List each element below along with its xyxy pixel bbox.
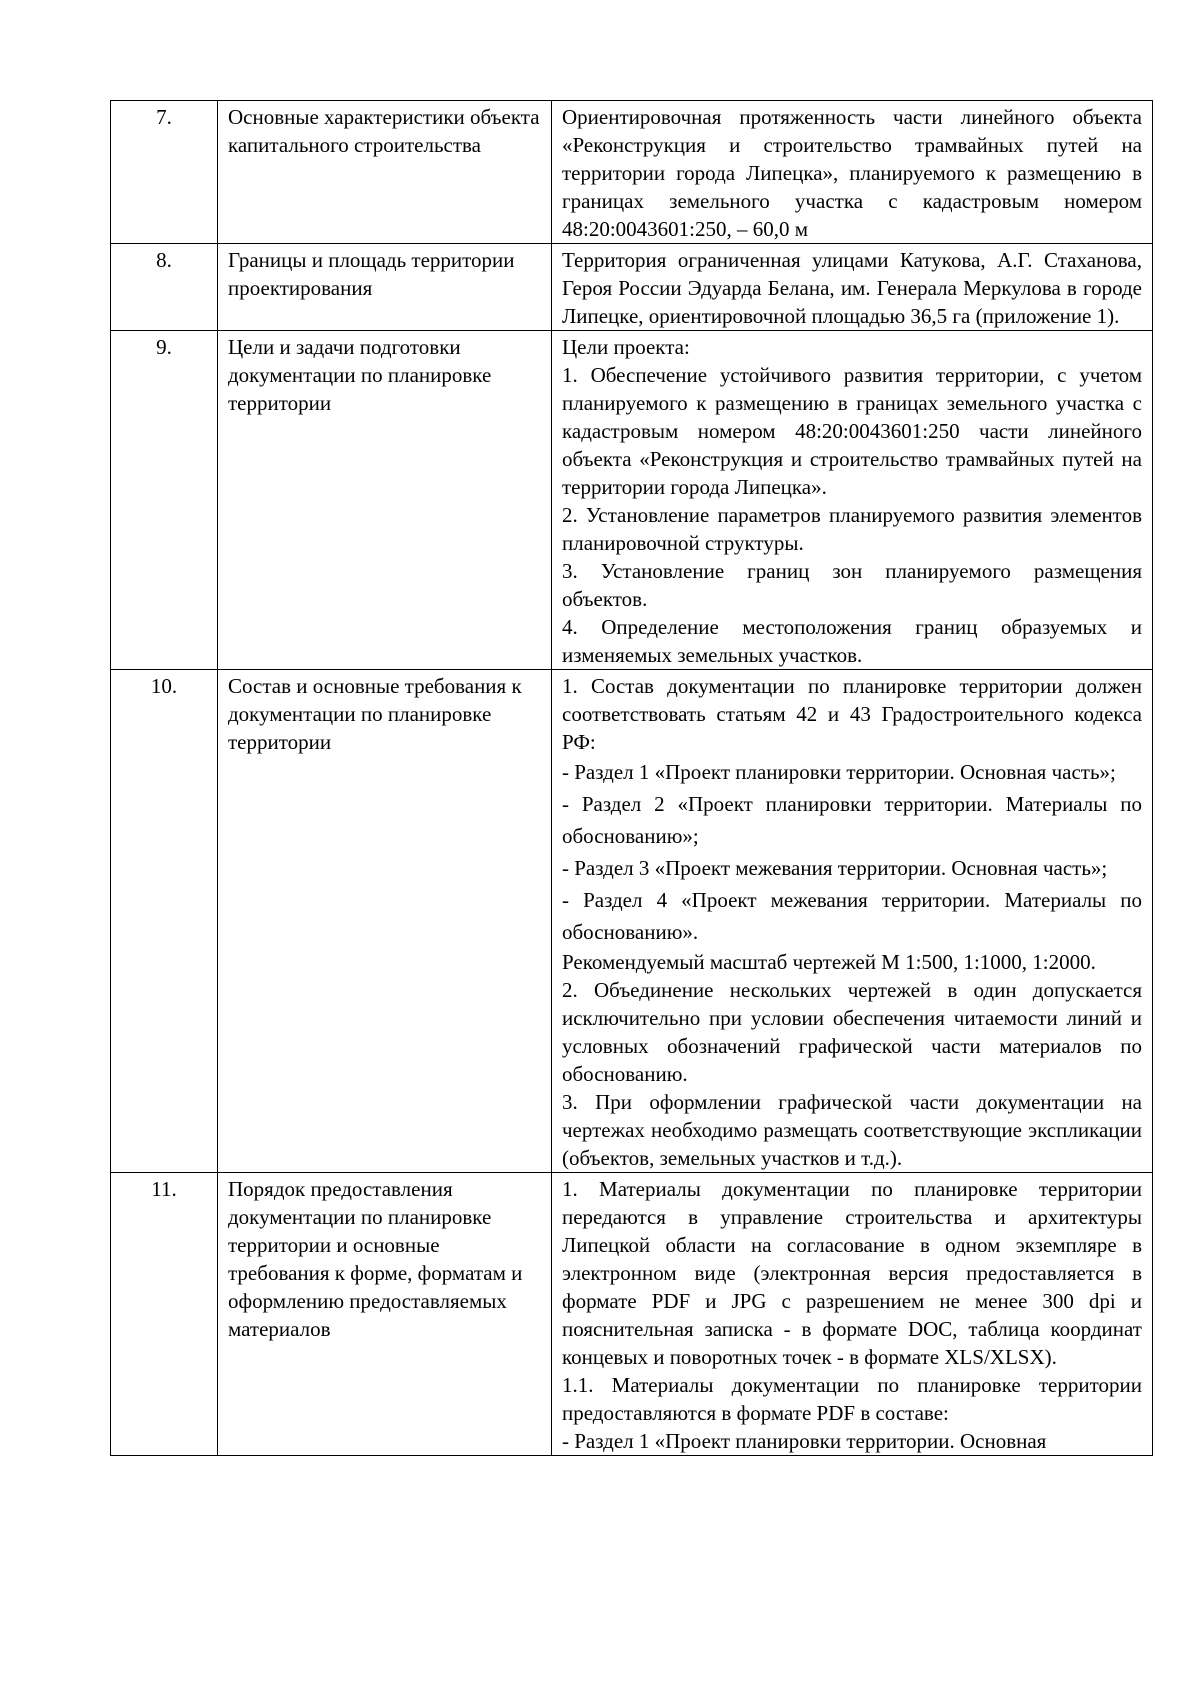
row-description xyxy=(552,331,1153,670)
row-description xyxy=(552,670,1153,1173)
row-number: 10. xyxy=(111,670,218,1173)
description-paragraph: 3. При оформлении графической части документации на чертежах необходимо размещать соответствующие экспликации (объектов, земельных участков и т.д.). xyxy=(562,1090,1142,1170)
row-title: Границы и площадь территории проектирования xyxy=(218,244,552,331)
row-number: 7. xyxy=(111,101,218,244)
description-paragraph: Цели проекта: xyxy=(562,335,690,359)
description-paragraph: Рекомендуемый масштаб чертежей М 1:500, 1:1000, 1:2000. xyxy=(562,950,1096,974)
table-row xyxy=(111,244,1153,331)
row-description xyxy=(552,1173,1153,1456)
description-paragraph: - Раздел 1 «Проект планировки территории. Основная часть»; xyxy=(562,760,1116,784)
row-description xyxy=(552,101,1153,244)
row-number: 8. xyxy=(111,244,218,331)
description-paragraph: - Раздел 1 «Проект планировки территории. Основная xyxy=(562,1429,1047,1453)
description-paragraph: 3. Установление границ зон планируемого размещения объектов. xyxy=(562,559,1142,611)
table-row xyxy=(111,670,1153,1173)
description-paragraph: - Раздел 3 «Проект межевания территории. Основная часть»; xyxy=(562,856,1108,880)
description-paragraph: Ориентировочная протяженность части линейного объекта «Реконструкция и строительство трамвайных путей на территории города Липецка», планируемого к размещению в границах земельного участка с кадастровым номером 48:20:0043601:250, – 60,0 м xyxy=(562,105,1142,241)
row-title: Основные характеристики объекта капитального строительства xyxy=(218,101,552,244)
description-paragraph: - Раздел 4 «Проект межевания территории. Материалы по обоснованию». xyxy=(562,888,1142,944)
description-paragraph: Территория ограниченная улицами Катукова, А.Г. Стаханова, Героя России Эдуарда Белана, им. Генерала Меркулова в городе Липецке, ориентировочной площадью 36,5 га (приложение 1). xyxy=(562,248,1142,328)
description-paragraph: 2. Установление параметров планируемого развития элементов планировочной структуры. xyxy=(562,503,1142,555)
description-paragraph: 1. Состав документации по планировке территории должен соответствовать статьям 42 и 43 Градостроительного кодекса РФ: xyxy=(562,674,1142,754)
row-title: Цели и задачи подготовки документации по планировке территории xyxy=(218,331,552,670)
requirements-table xyxy=(110,100,1153,1456)
description-paragraph: 1. Обеспечение устойчивого развития территории, с учетом планируемого к размещению в границах земельного участка с кадастровым номером 48:20:0043601:250 части линейного объекта «Реконструкция и строительство трамвайных путей на территории города Липецка». xyxy=(562,363,1142,499)
table-row xyxy=(111,101,1153,244)
description-paragraph: 2. Объединение нескольких чертежей в один допускается исключительно при условии обеспечения читаемости линий и условных обозначений графической части материалов по обоснованию. xyxy=(562,978,1142,1086)
description-paragraph: 1.1. Материалы документации по планировке территории предоставляются в формате PDF в составе: xyxy=(562,1373,1142,1425)
row-description xyxy=(552,244,1153,331)
row-number: 9. xyxy=(111,331,218,670)
row-number: 11. xyxy=(111,1173,218,1456)
row-title: Порядок предоставления документации по планировке территории и основные требования к форме, форматам и оформлению предоставляемых материалов xyxy=(218,1173,552,1456)
document-page xyxy=(110,100,1153,1456)
description-paragraph: 4. Определение местоположения границ образуемых и изменяемых земельных участков. xyxy=(562,615,1142,667)
row-title: Состав и основные требования к документации по планировке территории xyxy=(218,670,552,1173)
description-paragraph: - Раздел 2 «Проект планировки территории. Материалы по обоснованию»; xyxy=(562,792,1142,848)
table-row xyxy=(111,331,1153,670)
description-paragraph: 1. Материалы документации по планировке территории передаются в управление строительства и архитектуры Липецкой области на согласование в одном экземпляре в электронном виде (электронная версия предоставляется в формате PDF и JPG с разрешением не менее 300 dpi и пояснительная записка - в формате DOC, таблица координат концевых и поворотных точек - в формате XLS/XLSX). xyxy=(562,1177,1142,1369)
table-row xyxy=(111,1173,1153,1456)
